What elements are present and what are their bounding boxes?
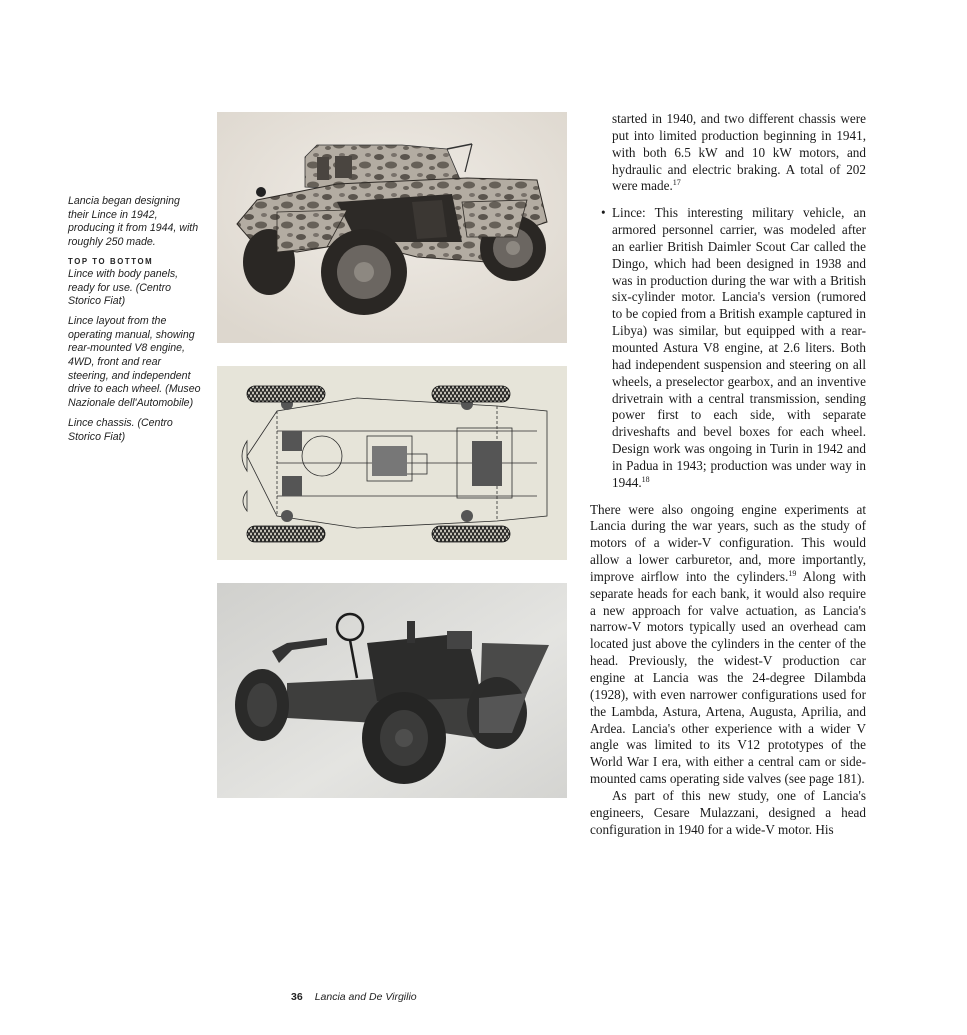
page-number: 36 xyxy=(291,991,303,1003)
armored-car-illustration xyxy=(217,112,567,343)
bullet-item-lince xyxy=(590,205,866,491)
wheel-front xyxy=(321,229,407,315)
bullet-marker: • xyxy=(601,205,606,221)
footnote-ref-17: 17 xyxy=(672,178,681,188)
photo-lince-layout-diagram xyxy=(217,366,567,560)
caption-photo-3: Lince chassis. (Centro Storico Fiat) xyxy=(68,416,173,443)
running-title: Lancia and De Virgilio xyxy=(314,991,417,1003)
caption-photo-2: Lince layout from the operating manual, showing rear-mounted V8 engine, 4WD, front and rear steering, and independent drive to each wheel. (Museo Nazionale dell'Automobile) xyxy=(68,314,201,410)
main-text-column xyxy=(590,111,866,838)
caption-photo-1: Lince with body panels, ready for use. (Centro Storico Fiat) xyxy=(68,267,179,308)
page-footer xyxy=(291,991,417,1003)
chassis-illustration xyxy=(217,583,567,798)
wheel-front xyxy=(362,692,446,784)
footnote-ref-19: 19 xyxy=(788,568,797,578)
bullet-text: Lince: This interesting military vehicle, an armored personnel carrier, was modeled after an earlier British Daimler Scout Car called the Dingo, which had been designed in 1938 and was in production during the war with a British six-cylinder motor. Lancia's version (rumored to be copied from a British example captured in Libya) was similar, but equipped with a rear-mounted Astura V8 engine, at 2.6 liters. Both had independent suspension and steering on all wheels, a preselector gearbox, and an inventive drivetrain with a central transmission, sending power first to each side, with separate driveshafts and bevel boxes for each wheel. Design work was ongoing in Turin in 1942 and in Padua in 1943; production was under way in 1944. xyxy=(612,205,866,490)
footnote-ref-18: 18 xyxy=(641,474,650,484)
continued-paragraph xyxy=(590,111,866,195)
caption-sidebar xyxy=(68,195,203,450)
photo-lince-armored-car xyxy=(217,112,567,343)
caption-intro: Lancia began designing their Lince in 1942, producing it from 1944, with roughly 250 made. xyxy=(68,195,199,249)
layout-diagram-illustration xyxy=(217,366,567,560)
wheel-left xyxy=(235,669,289,741)
paragraph-text-a: There were also ongoing engine experiments at Lancia during the war years, such as the study of motors of a wider-V configuration. This would allow a lower carburetor, and, more importantly, improve airflow into the cylinders. xyxy=(590,501,866,584)
paragraph-engine-experiments xyxy=(590,502,866,788)
photo-lince-chassis xyxy=(217,583,567,798)
paragraph-mulazzani: As part of this new study, one of Lancia's engineers, Cesare Mulazzani, designed a head configuration in 1940 for a wide-V motor. His xyxy=(590,787,866,837)
continued-text: started in 1940, and two different chassis were put into limited production beginning in 1941, with both 6.5 kW and 10 kW motors, and hydraulic and electric braking. A total of 202 were made. xyxy=(612,111,866,194)
paragraph-text-b: Along with separate heads for each bank, it would also require a new approach for valve actuation, as Lancia's narrow-V motors typically used an overhead cam located just above the cylinders in the center of the head. Previously, the widest-V production car engine at Lancia was the 24-degree Dilambda (1928), with even narrower configurations used for the Lambda, Astura, Artena, Augusta, Aprilia, and Ardea. Lancia's other experience with a wider V angle was limited to its V12 prototypes of the World War I era, with either a central cam or side-mounted cams operating side valves (see page 181). xyxy=(590,568,867,787)
caption-order-label: TOP TO BOTTOM xyxy=(68,256,154,266)
